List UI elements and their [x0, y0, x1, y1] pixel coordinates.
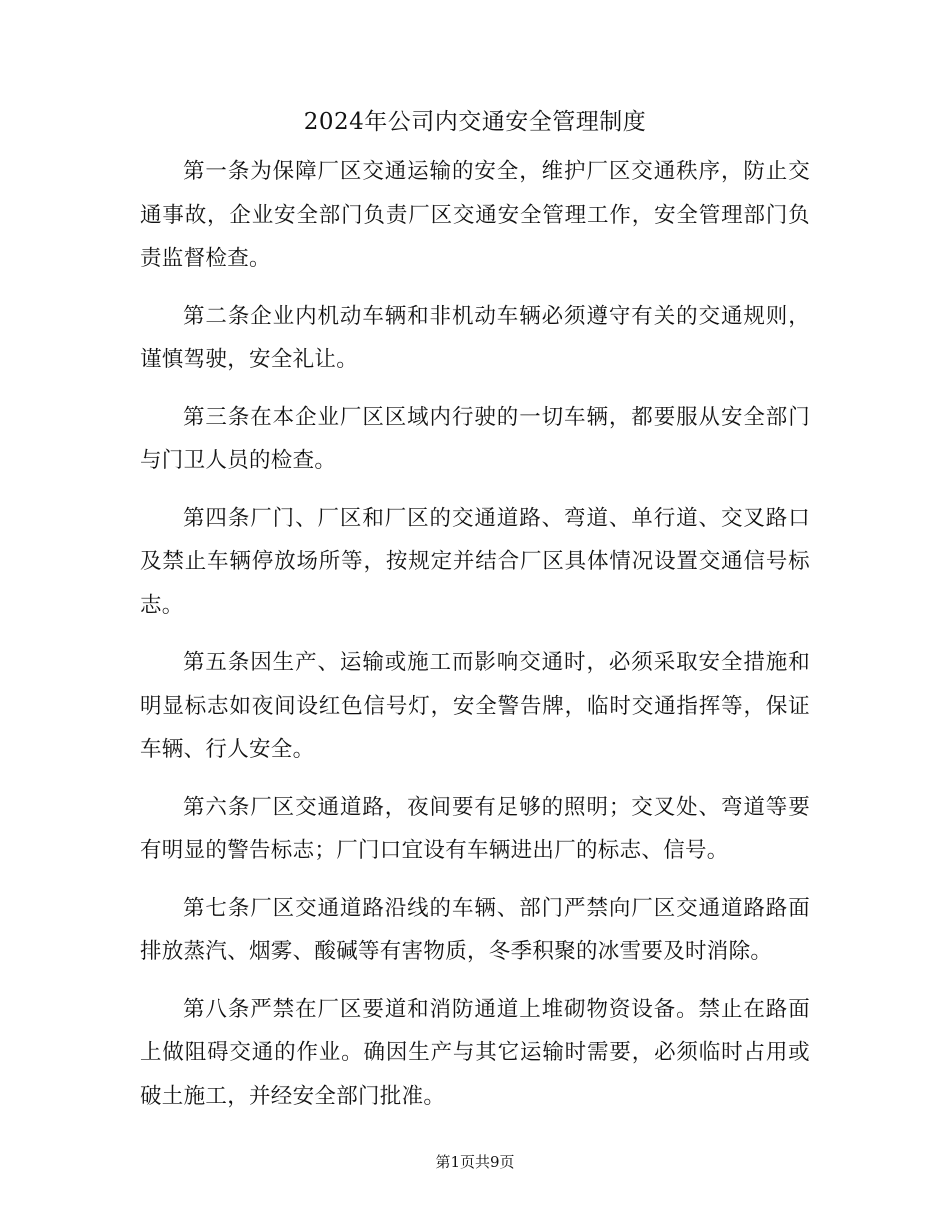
paragraph-article-4: 第四条厂门、厂区和厂区的交通道路、弯道、单行道、交叉路口及禁止车辆停放场所等，按规定并结合厂区具体情况设置交通信号标志。 — [140, 505, 810, 618]
document-body — [140, 150, 810, 1132]
page-number-footer: 第1页共9页 — [435, 1153, 515, 1171]
paragraph-article-1: 第一条为保障厂区交通运输的安全，维护厂区交通秩序，防止交通事故，企业安全部门负责厂区交通安全管理工作，安全管理部门负责监督检查。 — [140, 159, 810, 271]
paragraph-article-7: 第七条厂区交通道路沿线的车辆、部门严禁向厂区交通道路路面排放蒸汽、烟雾、酸碱等有害物质，冬季积聚的冰雪要及时消除。 — [140, 895, 810, 964]
paragraph-article-8: 第八条严禁在厂区要道和消防通道上堆砌物资设备。禁止在路面上做阻碍交通的作业。确因生产与其它运输时需要，必须临时占用或破土施工，并经安全部门批准。 — [140, 996, 810, 1109]
paragraph-article-2: 第二条企业内机动车辆和非机动车辆必须遵守有关的交通规则，谨慎驾驶，安全礼让。 — [140, 303, 810, 372]
document-title: 2024年公司内交通安全管理制度 — [303, 109, 647, 135]
paragraph-article-5: 第五条因生产、运输或施工而影响交通时，必须采取安全措施和明显标志如夜间设红色信号灯，安全警告牌，临时交通指挥等，保证车辆、行人安全。 — [140, 650, 810, 762]
paragraph-article-3: 第三条在本企业厂区区域内行驶的一切车辆，都要服从安全部门与门卫人员的检查。 — [140, 404, 810, 473]
paragraph-article-6: 第六条厂区交通道路，夜间要有足够的照明；交叉处、弯道等要有明显的警告标志；厂门口宜设有车辆进出厂的标志、信号。 — [140, 794, 810, 863]
